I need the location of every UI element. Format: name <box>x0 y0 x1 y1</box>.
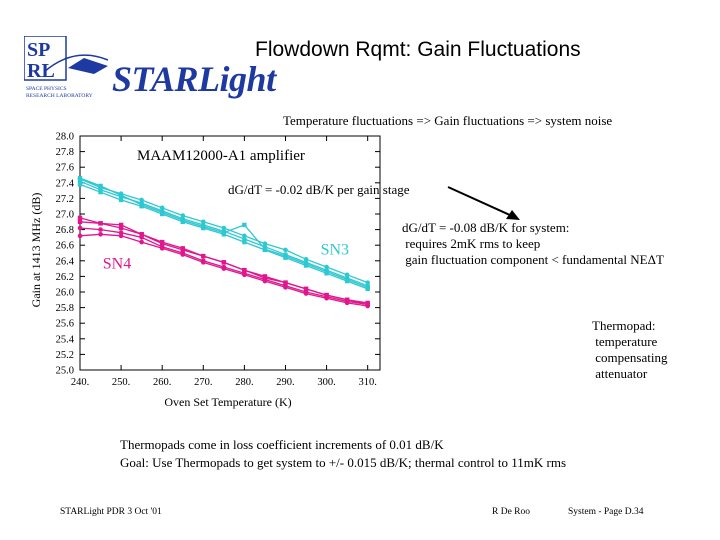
data-point <box>119 223 123 227</box>
x-tick-label: 310. <box>358 377 377 388</box>
data-point <box>119 193 123 197</box>
data-point <box>119 234 124 239</box>
chart-title: MAAM12000-A1 amplifier <box>137 148 305 164</box>
y-tick-label: 26.2 <box>55 271 74 283</box>
y-tick-label: 28.0 <box>55 131 74 143</box>
data-point <box>78 182 82 186</box>
data-point <box>242 273 247 278</box>
data-point <box>160 210 164 214</box>
logo-letters-top: SP <box>27 39 51 61</box>
data-point <box>139 235 144 240</box>
x-tick-label: 260. <box>153 377 172 388</box>
data-point <box>160 246 165 251</box>
data-point <box>222 266 227 271</box>
annotation-arrow <box>448 187 512 216</box>
y-tick-label: 25.2 <box>55 349 74 361</box>
series-label: SN4 <box>102 255 132 273</box>
x-tick-label: 290. <box>276 377 295 388</box>
y-tick-label: 26.4 <box>55 256 74 268</box>
data-point <box>283 285 288 290</box>
data-point <box>78 226 83 231</box>
annotation-thermopad-line: Thermopad: <box>592 318 656 333</box>
footer-center: R De Roo <box>492 507 530 517</box>
data-point <box>78 220 82 224</box>
data-point <box>222 231 226 235</box>
data-point <box>283 248 288 253</box>
data-point <box>365 285 369 289</box>
x-axis-label: Oven Set Temperature (K) <box>164 395 292 409</box>
data-point <box>78 216 82 220</box>
data-point <box>119 198 123 202</box>
data-point <box>78 234 83 239</box>
y-tick-label: 25.8 <box>55 303 74 315</box>
data-point <box>365 304 370 309</box>
x-tick-label: 250. <box>111 377 131 388</box>
annotation-bottom-line: Goal: Use Thermopads to get system to +/- 0.015 dB/K; thermal control to 11mK rms <box>120 455 567 470</box>
data-point <box>181 218 185 222</box>
annotation-bottom <box>120 436 566 472</box>
data-point <box>139 240 144 245</box>
data-point <box>222 260 226 264</box>
y-tick-label: 25.0 <box>55 365 74 377</box>
y-tick-label: 26.0 <box>55 287 74 299</box>
slide-title: Flowdown Rqmt: Gain Fluctuations <box>255 38 581 61</box>
footer-left: STARLight PDR 3 Oct '01 <box>60 507 162 517</box>
data-point <box>263 247 267 251</box>
brand-wordmark: STARLight <box>112 59 276 99</box>
annotation-stage: dG/dT = -0.02 dB/K per gain stage <box>228 182 410 197</box>
data-point <box>98 227 103 232</box>
x-tick-label: 270. <box>194 377 213 388</box>
data-point <box>283 254 287 258</box>
annotation-system-line: dG/dT = -0.08 dB/K for system: <box>402 220 570 235</box>
data-point <box>139 202 143 206</box>
logo-caption-line2: RESEARCH LABORATORY <box>26 93 93 99</box>
footer-right: System - Page D.34 <box>568 507 644 517</box>
data-point <box>180 252 185 257</box>
annotation-thermopad-line: compensating <box>592 350 668 365</box>
data-point <box>201 260 206 265</box>
y-tick-label: 27.8 <box>55 147 74 159</box>
x-tick-label: 300. <box>317 377 336 388</box>
annotation-thermopad-line: attenuator <box>592 366 648 381</box>
annotation-system-line: requires 2mK rms to keep <box>402 236 541 251</box>
data-point <box>98 221 102 225</box>
data-point <box>263 279 268 284</box>
y-tick-label: 26.8 <box>55 225 74 237</box>
data-point <box>304 262 308 266</box>
series-label: SN3 <box>320 241 350 259</box>
data-point <box>98 190 102 194</box>
y-axis-label: Gain at 1413 MHz (dB) <box>29 192 43 308</box>
logo-letters-bottom: RL <box>27 60 55 82</box>
data-point <box>78 176 82 180</box>
data-point <box>201 224 205 228</box>
annotation-thermopad <box>592 318 667 382</box>
data-point <box>201 254 205 258</box>
subtitle: Temperature fluctuations => Gain fluctuations => system noise <box>283 113 613 128</box>
y-tick-label: 27.0 <box>55 209 74 221</box>
y-tick-label: 27.4 <box>55 178 74 190</box>
data-point <box>242 223 246 227</box>
y-tick-label: 25.6 <box>55 318 74 330</box>
y-tick-label: 26.6 <box>55 240 74 252</box>
data-point <box>324 270 328 274</box>
annotation-thermopad-line: temperature <box>592 334 658 349</box>
data-point <box>345 301 350 306</box>
data-point <box>98 184 102 188</box>
annotation-system-line: gain fluctuation component < fundamental NEΔT <box>402 252 664 267</box>
y-tick-label: 27.2 <box>55 193 74 205</box>
y-tick-label: 25.4 <box>55 334 74 346</box>
data-point <box>242 240 246 244</box>
x-tick-label: 280. <box>235 377 254 388</box>
data-point <box>98 232 103 237</box>
annotation-bottom-line: Thermopads come in loss coefficient increments of 0.01 dB/K <box>120 437 444 452</box>
data-point <box>324 296 329 301</box>
data-point <box>304 291 309 296</box>
data-point <box>345 277 349 281</box>
y-tick-label: 27.6 <box>55 162 74 174</box>
x-tick-label: 240. <box>70 377 90 388</box>
logo-caption-line1: SPACE PHYSICS <box>26 86 67 92</box>
annotation-system <box>402 220 664 268</box>
